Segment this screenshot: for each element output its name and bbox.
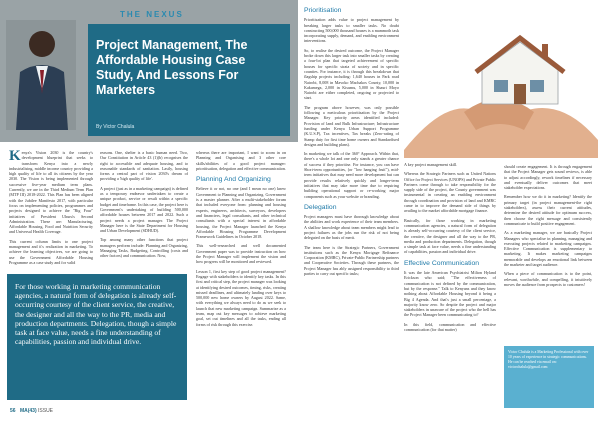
paragraph: should create engagement. It is through engagement that the Project Manager gets sound reviews, is able to adjust accordingly, rework timelines if necessary and eventually deliver outcomes that meet stakeholder expectations. bbox=[504, 164, 592, 191]
paragraph: So, to realise the desired outcome, the Project Manager broke down this larger task into smaller tasks by creating a four-lot plan that targeted achievement of specific houses for specific strata of society and in specific counties. For instance, it is through this breakdown that flagship projects including: 1,640 houses in Park road Nairobi, 8,008 in Mavoko Machakos County, 10,000 in Kakamega, 2,000 in Kisumu, 5,000 in Shauri Moyo Nairobi are either completed, ongoing or projected to start. bbox=[304, 47, 399, 101]
paragraph: It was the late American Psychiatrist Milton Hyland Erickson who said; "The effectiveness of communication is not defined by the communication, but by the response." Talk to Kenyans and they know nothing about Affordable Housing beyond it being a Big 4 Agenda. And that's just a small percentage, a majority know zero. So despite the project and major stakeholders in unaware of the project who the hell has the Project Manager been communicating to? bbox=[404, 270, 496, 318]
paragraph: reasons. One, shelter is a basic human need. Two, Our Constitution in Article 43 (1)(b) recognises the right to accessible and adequate housing, and to reasonable standards of sanitation. Lastly, housing forms a central part of vision 2030's dream of providing a 'high quality of life'. bbox=[100, 150, 188, 182]
section-label: THE NEXUS bbox=[120, 10, 184, 19]
author-portrait-icon bbox=[6, 20, 76, 130]
author-bio: Victor Chalula is a Marketing Professional with over 10 years of experience in strategic communications. He can be reached via email on: victorchalula@gmail.com bbox=[504, 346, 594, 408]
column-1 bbox=[9, 150, 93, 269]
paragraph: The team here is the Strategic Partners, Government institutions such as the Kenya Mortgage Refinance Corporation (KMRC), Private-Public Partnership partners and Cooperative Societies. Through these partners, the Project Manager has ably assigned responsibility to third parties to carry out specific tasks; bbox=[304, 244, 399, 277]
paragraph: As a marketing manager, we are basically Project Managers who specialise in planning, managing and executing projects related to marketing campaigns. Effective Communication is supplementary to marketing. It makes marketing campaigns memorable and develops an emotional link between the marketer and target audience. bbox=[504, 230, 592, 268]
paragraph: A project (just as in a marketing campaign) is defined as a temporary endeavor undertaken to create a unique product, service or result within a specific budget and timeframe. In this case, the project here is Government's undertaking of building 500,000 affordable houses between 2017 and 2022. Such a project needs a project manager. The Project Manager here is the State Department for Housing and Urban Development (SDHUD). bbox=[100, 185, 188, 234]
paragraph: This current column limits to one project management and it's realization in marketing. To achieve the learning objectives, we are going to use the Government Affordable Housing Programme as a case study and for valid bbox=[9, 238, 93, 265]
dropcap: K bbox=[9, 148, 21, 164]
byline: By Victor Chalula bbox=[96, 124, 135, 130]
paragraph: Whereas the Strategic Partners such as United Nations Office for Project Services (UNOPS) and Private Public Partners come through to take responsibility for the supply side of the project, the County government was instrumental in creating an enabling environment through coordination and provision of land and KMRC came in to improve the demand side of things by availing to the market affordable mortgage finance. bbox=[404, 171, 496, 214]
paragraph: This well-researched and well documented Government paper was to provide instruction on how the Project Manager will implement the vision and how progress will be monitored and reviewed. bbox=[196, 243, 286, 265]
column-3 bbox=[196, 150, 286, 331]
paragraph: When a piece of communication is to the point, relevant, worthwhile, and compelling, it intuitively moves the audience from prospects to customers! bbox=[504, 271, 592, 287]
paragraph: Top among many other functions that project managers perform include: Planning and Organizing, Managing Tasks, Budgeting, Controlling (costs and other factors) and communication. Now, bbox=[100, 237, 188, 259]
column-4 bbox=[304, 8, 399, 280]
column-2 bbox=[100, 150, 188, 263]
issue-label: ISSUE bbox=[38, 408, 54, 414]
paragraph: Believe it or not, no one (and I mean no one) knew Government to Planning and Organizing. Government is a master planner. After a multi-stakeholder forum that included everyone from: planning and housing experts, engineers, architects, surveyors, developers and financiers, legal consultants, and other technical consultants with a special interest in affordable housing, the Project Manager launched the Kenya Affordable Housing Programme Development Framework Guidelines in October 2018. bbox=[196, 186, 286, 240]
subheading-prioritisation: Prioritisation bbox=[304, 7, 342, 14]
paragraph: The program above however, was only possible following a meticulous prioritisation by the Project Manager. Key priority areas identified included: Provision of land and Bulk Infrastructure; Infrastructure funding under Kenya Urban Support Programme (K.U.S.P), Tax incentives, Tax breaks (Zero-rating of Stamp duty for first time home owners and Standardised designs and building plans). bbox=[304, 104, 399, 147]
column-6 bbox=[504, 164, 592, 291]
paragraph: whereas there are important, I want to zoom in on Planning and Organising and 3 other core skills/abilities of a good project manager: prioritisation, delegation and effective communication. bbox=[196, 150, 286, 171]
page-number: 56 bbox=[10, 408, 16, 414]
paragraph: A key project management skill. bbox=[404, 162, 458, 167]
page-footer bbox=[10, 408, 53, 414]
handshake-house-image-icon bbox=[404, 0, 598, 158]
subheading-communication: Effective Communication bbox=[404, 259, 480, 267]
column-5 bbox=[404, 162, 496, 336]
paragraph: enya's Vision 2030 is the country's development blueprint that seeks to transform Kenya into a newly industrialising, middle income country providing a high quality of life to all its citizens by the year 2030. The Vision is being implemented through successive five-year medium term plans. Currently, we are in the Third Medium Term Plan (MTP III) 2018-2022. This Plan has been aligned with the Jubilee Manifesto 2017, with particular focus on implementing policies, programmes and projects designed to achieve the "Big Four" initiatives of President Uhuru's Second Administration. These are: Manufacturing, Affordable Housing, Food and Nutrition Security and Universal Health Coverage. bbox=[9, 150, 93, 235]
paragraph: In marketing we talk of the 360° Approach. Within that, there's a whole lot and one only stands a greater chance of success if they prioritise. For instance, you can have Short-term opportunities, (or "low hanging fruit"), mid-term initiatives that may need more development but can provide results relatively quickly and longer-term initiatives that may take more time due to requiring building operational support or re-working major components such as your website or branding. bbox=[304, 151, 399, 199]
title-box bbox=[88, 24, 290, 136]
paragraph: Basically, for those working in marketing communication agencies, a natural form of delegation is already self-occurring courtesy of the client service, the creative, the designer and all the way to the PR, media and production departments. Delegation, though a simple task at face value, needs a fine understanding of capabilities, passion and individual drive. bbox=[404, 217, 496, 255]
subheading-delegation: Delegation bbox=[304, 203, 337, 211]
paragraph: Remember how we do it in marketing? Identify the primary target (in project management-the right stakeholders), assess their current attitudes, determine the desired attitude for optimum success, then choose the right message and consistently communicate to build positive engagement. bbox=[504, 194, 592, 226]
hero-banner bbox=[0, 0, 298, 142]
paragraph: Project managers must have thorough knowledge about the abilities and work experience of their team members. A shallow knowledge about team members might lead to project failures as the jobs run the risk of not being delegated on the basis of merit. bbox=[304, 214, 399, 241]
pull-quote: For those working in marketing communication agencies, a natural form of delegation is already self-occurring courtesy of the client service, the creative, the designer and all the way to the PR, media and production departments. Delegation, though a simple task at face value, needs a fine understanding of capabilities, passion and individual drive. bbox=[7, 274, 187, 400]
article-title: Project Management, The Affordable Housing Case Study, And Lessons For Marketers bbox=[96, 38, 248, 97]
magazine-name: MA(43) bbox=[19, 408, 37, 414]
paragraph: Prioritisation adds value to project management by breaking larger tasks to smaller tasks. No doubt constructing 500,000 thousand houses is a mammoth task incorporating supply, demand, and enabling environment interventions. bbox=[304, 17, 399, 44]
subheading-planning: Planning And Organizing bbox=[196, 176, 271, 184]
paragraph: In this field, communication and effective communication (for that matter) bbox=[404, 321, 496, 333]
paragraph: Lesson 1, first key step of good project management? Engage with stakeholders to identify key tasks. In this first and critical step, the project manager was looking at identifying desired outcomes, timing, risks, creating missed deadlines, and ultimately landing over keys to 500,000 new home owners by August 2022. Same, with everything we always need to do as we seek to launch that new marketing campaign. Summarize as a team, map out key messages to achieve marketing goal, set out timelines and all the tasks, ending all forms of risk through this exercise. bbox=[196, 268, 286, 327]
